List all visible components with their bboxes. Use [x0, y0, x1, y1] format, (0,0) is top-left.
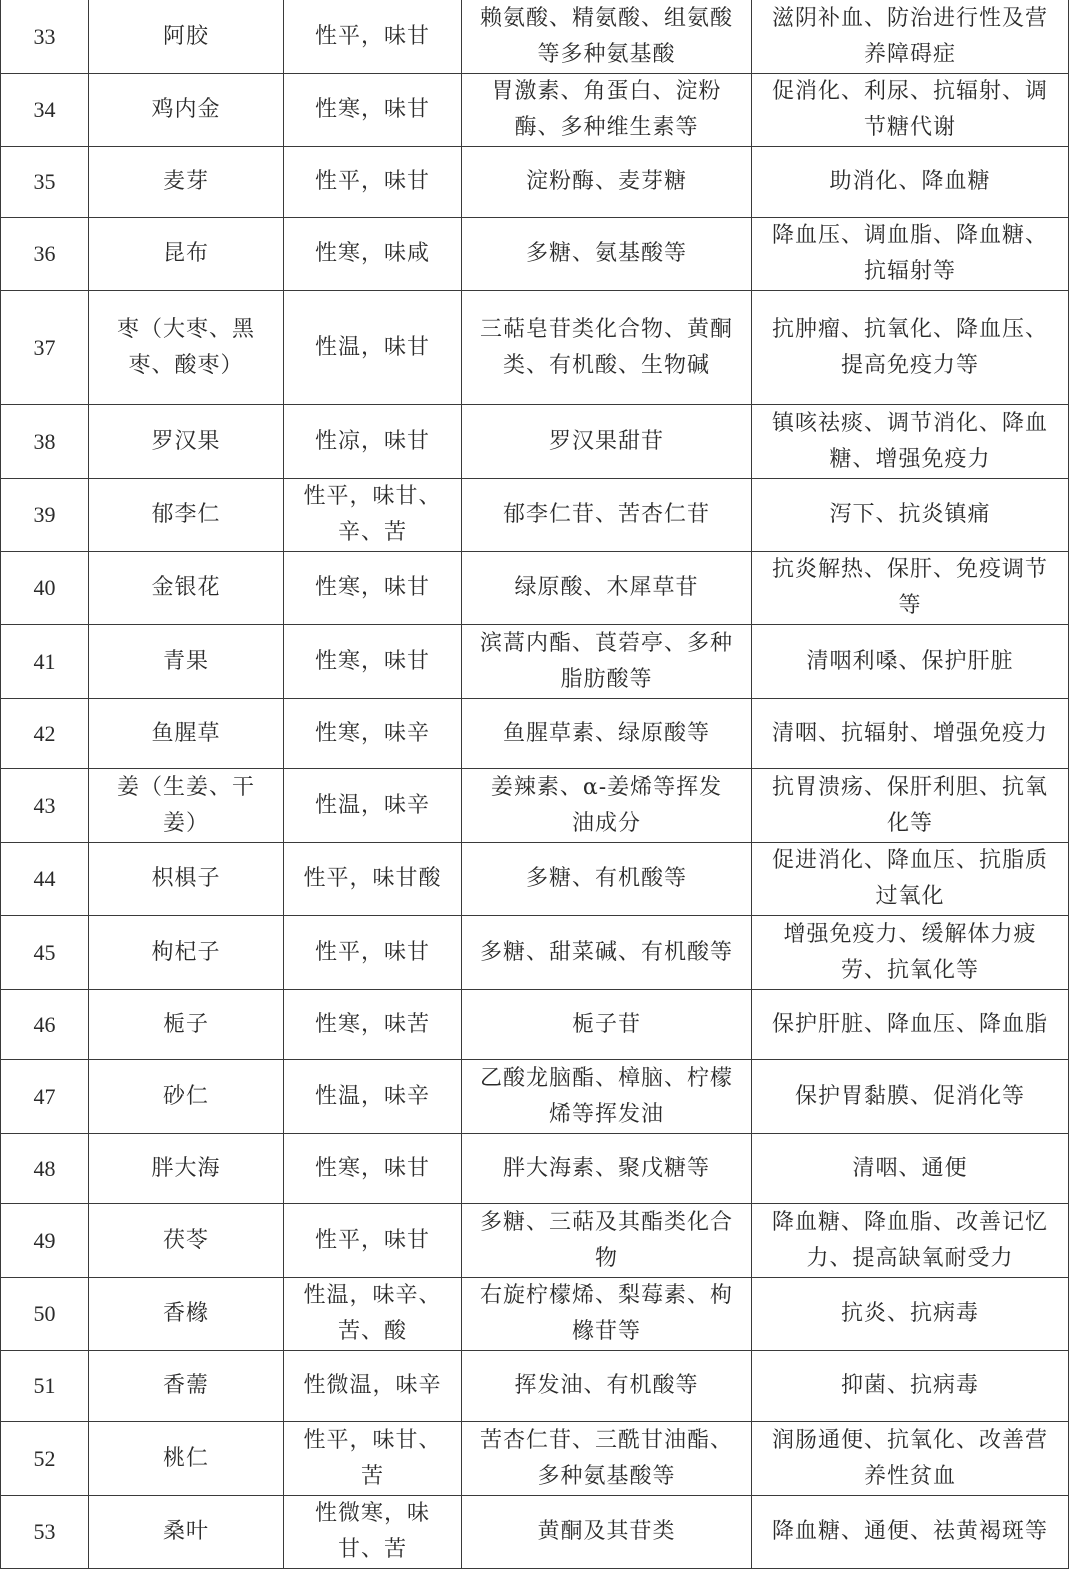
cell-number: 46 — [1, 990, 89, 1060]
cell-number: 33 — [1, 1, 89, 74]
cell-ingredient-name: 桃仁 — [89, 1422, 284, 1496]
cell-ingredient-name: 茯苓 — [89, 1204, 284, 1278]
table-row — [1, 625, 1069, 699]
cell-nature-taste: 性平，味甘酸 — [284, 843, 462, 916]
cell-number: 49 — [1, 1204, 89, 1278]
cell-components: 多糖、氨基酸等 — [462, 218, 752, 291]
cell-effects: 泻下、抗炎镇痛 — [752, 479, 1069, 552]
cell-effects: 抗肿瘤、抗氧化、降血压、 提高免疫力等 — [752, 291, 1069, 405]
table-row — [1, 1496, 1069, 1569]
cell-effects: 抗炎解热、保肝、免疫调节 等 — [752, 552, 1069, 625]
cell-number: 36 — [1, 218, 89, 291]
cell-components: 罗汉果甜苷 — [462, 405, 752, 479]
cell-nature-taste: 性平，味甘 — [284, 1204, 462, 1278]
table-row — [1, 405, 1069, 479]
cell-components: 多糖、甜菜碱、有机酸等 — [462, 916, 752, 990]
cell-effects: 增强免疫力、缓解体力疲 劳、抗氧化等 — [752, 916, 1069, 990]
cell-effects: 促消化、利尿、抗辐射、调 节糖代谢 — [752, 74, 1069, 147]
cell-ingredient-name: 阿胶 — [89, 1, 284, 74]
cell-components: 胃激素、角蛋白、淀粉 酶、多种维生素等 — [462, 74, 752, 147]
cell-ingredient-name: 桑叶 — [89, 1496, 284, 1569]
cell-components: 三萜皂苷类化合物、黄酮 类、有机酸、生物碱 — [462, 291, 752, 405]
cell-nature-taste: 性微温，味辛 — [284, 1351, 462, 1422]
cell-ingredient-name: 罗汉果 — [89, 405, 284, 479]
cell-ingredient-name: 砂仁 — [89, 1060, 284, 1134]
cell-effects: 镇咳祛痰、调节消化、降血 糖、增强免疫力 — [752, 405, 1069, 479]
table-row — [1, 218, 1069, 291]
cell-ingredient-name: 郁李仁 — [89, 479, 284, 552]
cell-nature-taste: 性寒，味甘 — [284, 74, 462, 147]
table-row — [1, 1204, 1069, 1278]
table-row — [1, 769, 1069, 843]
table-row — [1, 147, 1069, 218]
cell-effects: 抗炎、抗病毒 — [752, 1278, 1069, 1351]
cell-nature-taste: 性微寒，味 甘、苦 — [284, 1496, 462, 1569]
cell-nature-taste: 性平，味甘 — [284, 916, 462, 990]
cell-effects: 滋阴补血、防治进行性及营 养障碍症 — [752, 1, 1069, 74]
cell-ingredient-name: 鸡内金 — [89, 74, 284, 147]
cell-nature-taste: 性温，味辛、 苦、酸 — [284, 1278, 462, 1351]
cell-components: 多糖、三萜及其酯类化合 物 — [462, 1204, 752, 1278]
cell-effects: 保护肝脏、降血压、降血脂 — [752, 990, 1069, 1060]
cell-number: 37 — [1, 291, 89, 405]
cell-components: 右旋柠檬烯、梨莓素、枸 橼苷等 — [462, 1278, 752, 1351]
cell-number: 34 — [1, 74, 89, 147]
cell-effects: 保护胃黏膜、促消化等 — [752, 1060, 1069, 1134]
cell-number: 44 — [1, 843, 89, 916]
cell-components: 鱼腥草素、绿原酸等 — [462, 699, 752, 769]
table-row — [1, 1, 1069, 74]
cell-effects: 降血糖、通便、祛黄褐斑等 — [752, 1496, 1069, 1569]
cell-effects: 促进消化、降血压、抗脂质 过氧化 — [752, 843, 1069, 916]
cell-number: 38 — [1, 405, 89, 479]
cell-components: 多糖、有机酸等 — [462, 843, 752, 916]
cell-components: 乙酸龙脑酯、樟脑、柠檬 烯等挥发油 — [462, 1060, 752, 1134]
cell-components: 姜辣素、α-姜烯等挥发 油成分 — [462, 769, 752, 843]
cell-number: 52 — [1, 1422, 89, 1496]
table-row — [1, 843, 1069, 916]
cell-components: 绿原酸、木犀草苷 — [462, 552, 752, 625]
cell-components: 挥发油、有机酸等 — [462, 1351, 752, 1422]
cell-number: 47 — [1, 1060, 89, 1134]
cell-effects: 清咽、通便 — [752, 1134, 1069, 1204]
table-row — [1, 552, 1069, 625]
cell-nature-taste: 性平，味甘 — [284, 147, 462, 218]
cell-number: 50 — [1, 1278, 89, 1351]
cell-nature-taste: 性温，味辛 — [284, 1060, 462, 1134]
cell-nature-taste: 性平，味甘 — [284, 1, 462, 74]
cell-ingredient-name: 金银花 — [89, 552, 284, 625]
cell-ingredient-name: 胖大海 — [89, 1134, 284, 1204]
cell-ingredient-name: 姜（生姜、干 姜） — [89, 769, 284, 843]
cell-effects: 降血糖、降血脂、改善记忆 力、提高缺氧耐受力 — [752, 1204, 1069, 1278]
cell-components: 栀子苷 — [462, 990, 752, 1060]
table-row — [1, 990, 1069, 1060]
table-row — [1, 1060, 1069, 1134]
cell-effects: 抑菌、抗病毒 — [752, 1351, 1069, 1422]
cell-effects: 降血压、调血脂、降血糖、 抗辐射等 — [752, 218, 1069, 291]
cell-ingredient-name: 香橼 — [89, 1278, 284, 1351]
cell-components: 淀粉酶、麦芽糖 — [462, 147, 752, 218]
cell-effects: 抗胃溃疡、保肝利胆、抗氧 化等 — [752, 769, 1069, 843]
cell-ingredient-name: 枸杞子 — [89, 916, 284, 990]
cell-components: 郁李仁苷、苦杏仁苷 — [462, 479, 752, 552]
cell-ingredient-name: 枣（大枣、黑 枣、酸枣） — [89, 291, 284, 405]
cell-ingredient-name: 青果 — [89, 625, 284, 699]
cell-components: 赖氨酸、精氨酸、组氨酸 等多种氨基酸 — [462, 1, 752, 74]
cell-number: 45 — [1, 916, 89, 990]
cell-effects: 润肠通便、抗氧化、改善营 养性贫血 — [752, 1422, 1069, 1496]
cell-number: 35 — [1, 147, 89, 218]
cell-ingredient-name: 栀子 — [89, 990, 284, 1060]
cell-number: 51 — [1, 1351, 89, 1422]
cell-ingredient-name: 枳椇子 — [89, 843, 284, 916]
cell-ingredient-name: 昆布 — [89, 218, 284, 291]
cell-number: 53 — [1, 1496, 89, 1569]
cell-nature-taste: 性温，味甘 — [284, 291, 462, 405]
cell-nature-taste: 性寒，味甘 — [284, 1134, 462, 1204]
cell-nature-taste: 性寒，味甘 — [284, 625, 462, 699]
table-row — [1, 1422, 1069, 1496]
cell-number: 41 — [1, 625, 89, 699]
table-body — [1, 1, 1069, 1569]
cell-nature-taste: 性平，味甘、 苦 — [284, 1422, 462, 1496]
table-row — [1, 479, 1069, 552]
table-row — [1, 916, 1069, 990]
cell-effects: 清咽利嗓、保护肝脏 — [752, 625, 1069, 699]
table-row — [1, 699, 1069, 769]
cell-ingredient-name: 香薷 — [89, 1351, 284, 1422]
cell-nature-taste: 性寒，味甘 — [284, 552, 462, 625]
cell-nature-taste: 性凉，味甘 — [284, 405, 462, 479]
cell-number: 43 — [1, 769, 89, 843]
cell-components: 滨蒿内酯、莨菪亭、多种 脂肪酸等 — [462, 625, 752, 699]
cell-nature-taste: 性平，味甘、 辛、苦 — [284, 479, 462, 552]
cell-nature-taste: 性寒，味辛 — [284, 699, 462, 769]
cell-number: 40 — [1, 552, 89, 625]
cell-nature-taste: 性温，味辛 — [284, 769, 462, 843]
cell-effects: 助消化、降血糖 — [752, 147, 1069, 218]
cell-nature-taste: 性寒，味苦 — [284, 990, 462, 1060]
table-row — [1, 1134, 1069, 1204]
cell-ingredient-name: 鱼腥草 — [89, 699, 284, 769]
cell-number: 42 — [1, 699, 89, 769]
table-row — [1, 291, 1069, 405]
cell-number: 48 — [1, 1134, 89, 1204]
table-row — [1, 1351, 1069, 1422]
cell-effects: 清咽、抗辐射、增强免疫力 — [752, 699, 1069, 769]
cell-components: 苦杏仁苷、三酰甘油酯、 多种氨基酸等 — [462, 1422, 752, 1496]
cell-components: 胖大海素、聚戊糖等 — [462, 1134, 752, 1204]
cell-components: 黄酮及其苷类 — [462, 1496, 752, 1569]
cell-ingredient-name: 麦芽 — [89, 147, 284, 218]
cell-number: 39 — [1, 479, 89, 552]
table-row — [1, 1278, 1069, 1351]
cell-nature-taste: 性寒，味咸 — [284, 218, 462, 291]
table-row — [1, 74, 1069, 147]
